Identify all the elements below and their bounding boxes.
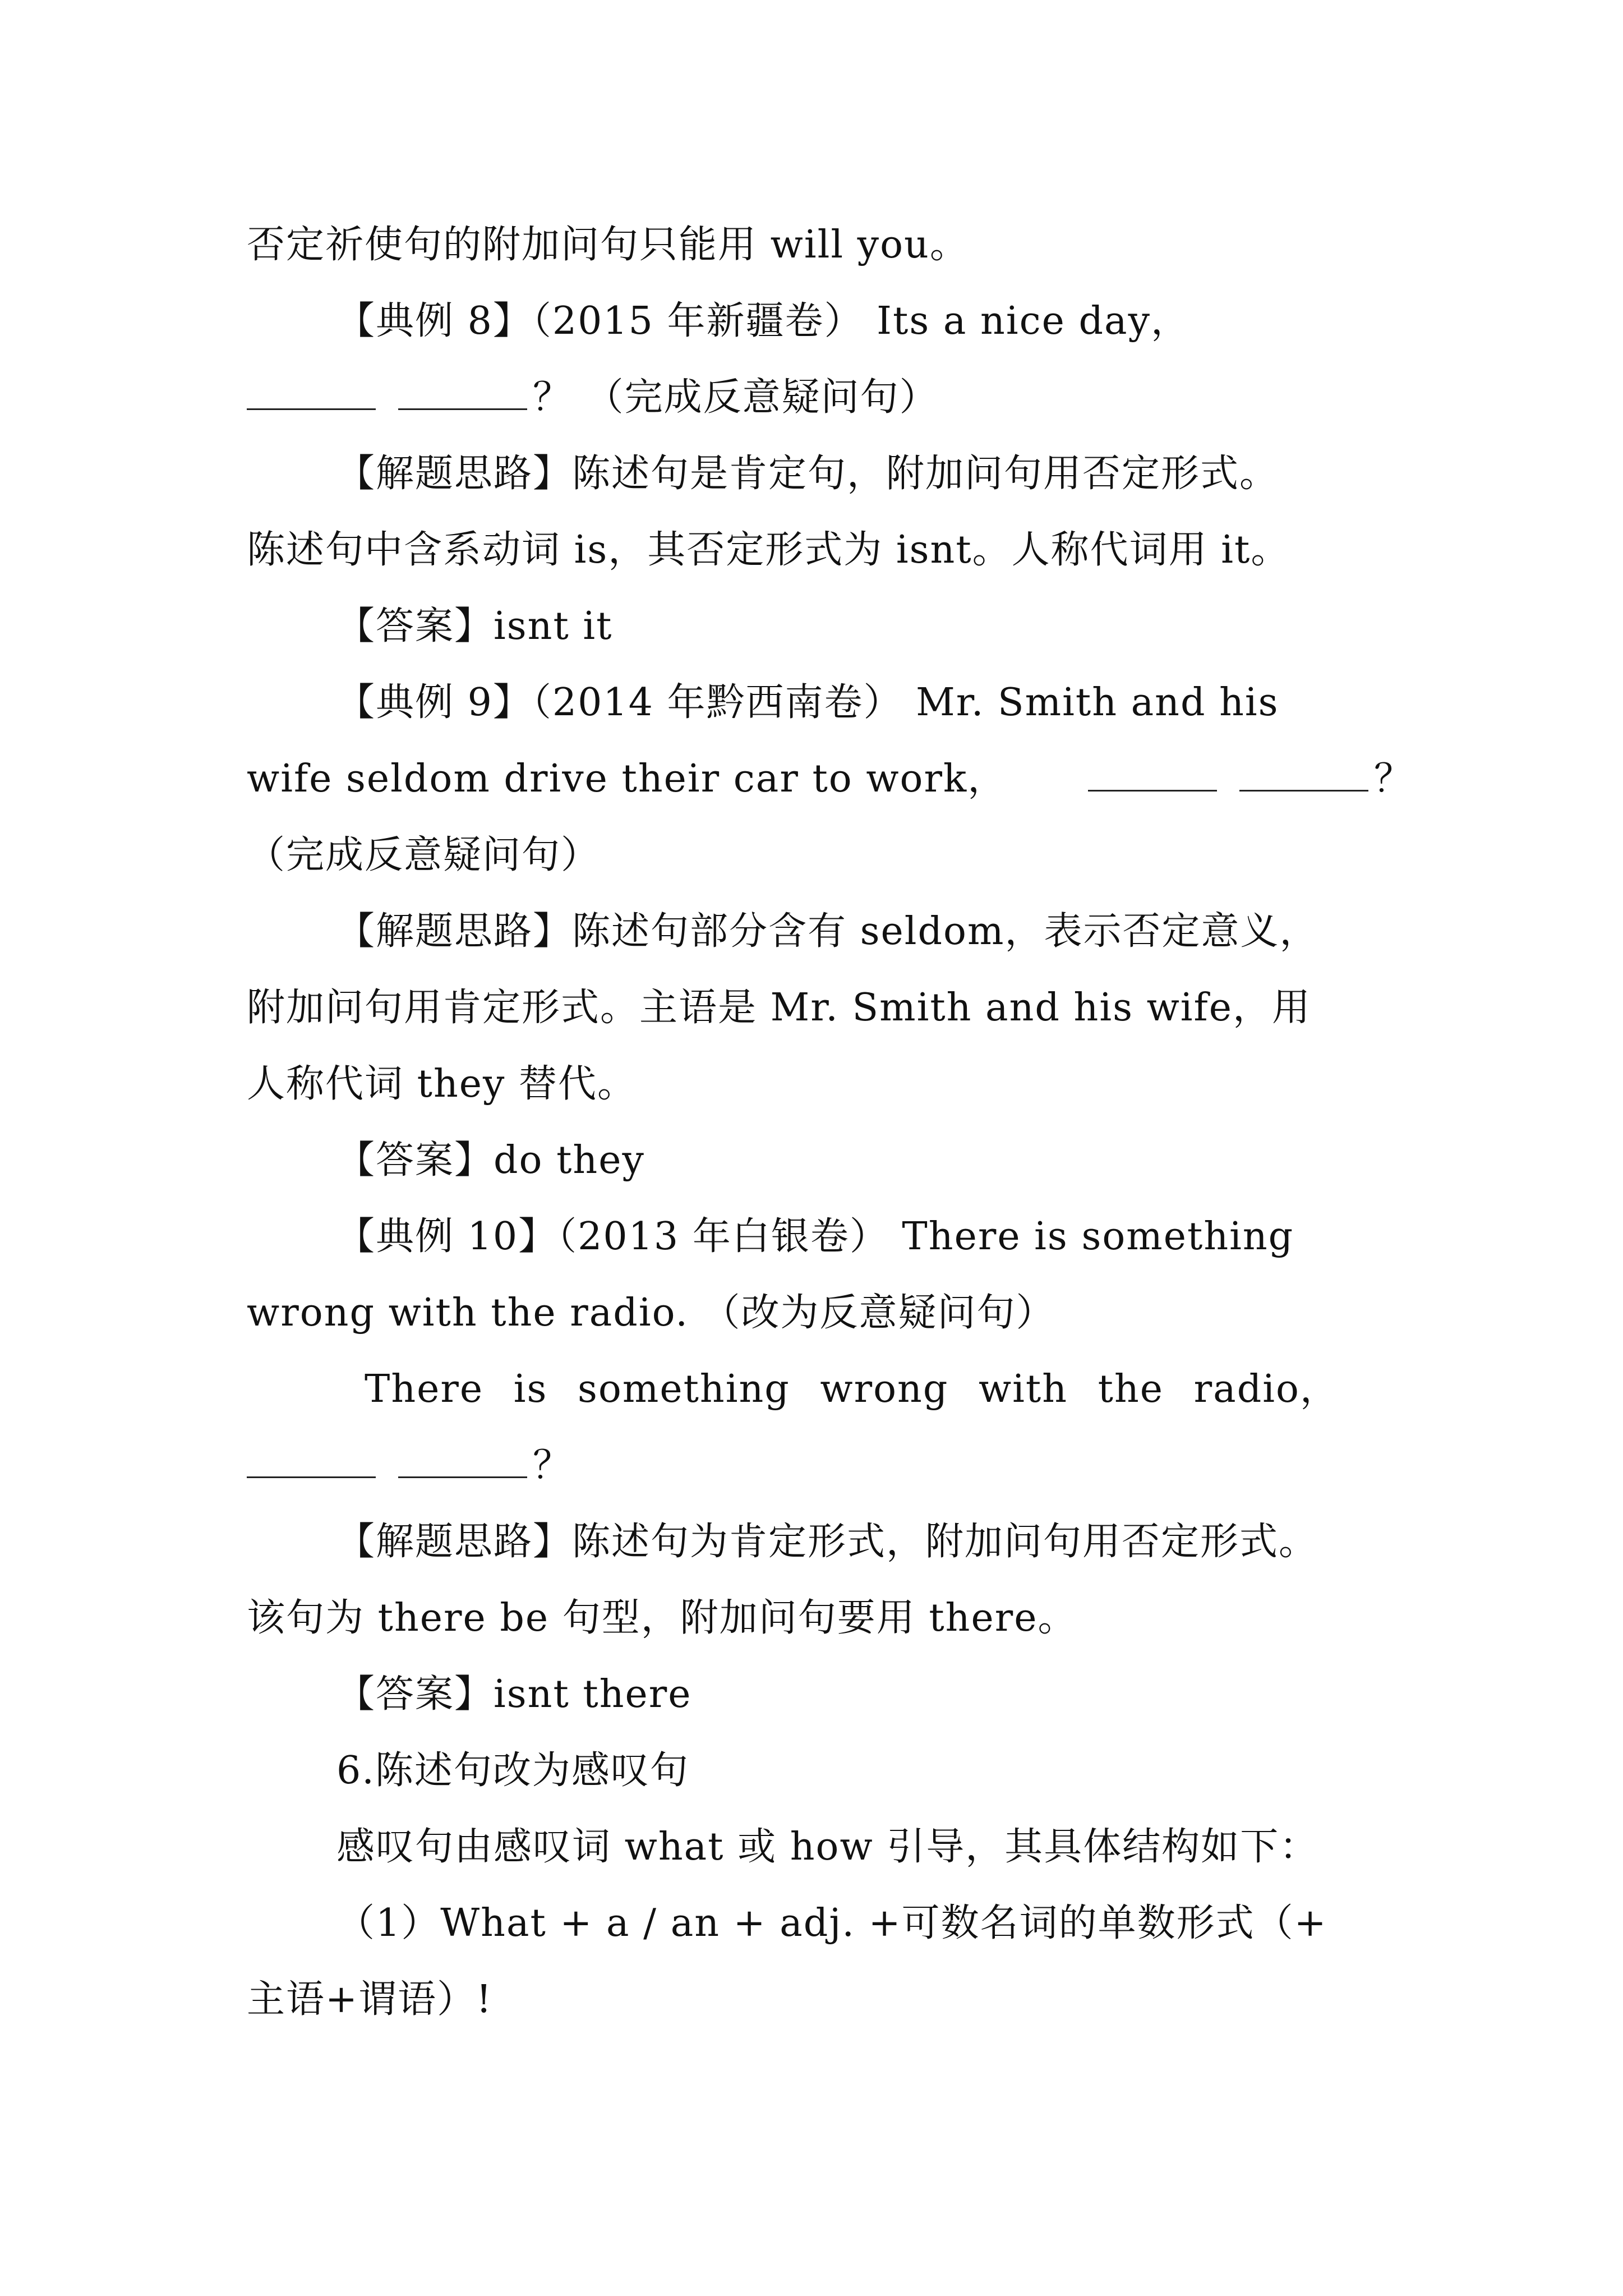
example-8-analysis: 【解题思路】陈述句是肯定句，附加问句用否定形式。 [336, 452, 1279, 496]
example-10-sentence: There is something wrong with the radio， [365, 1367, 1339, 1411]
example-8-analysis-cont: 陈述句中含系动词 is，其否定形式为 isnt。人称代词用 it。 [247, 528, 1290, 572]
answer-blank[interactable] [398, 1443, 527, 1478]
section-intro: 感叹句由感叹词 what 或 how 引导，其具体结构如下： [336, 1825, 1319, 1869]
example-9-question-line [247, 754, 1414, 804]
example-10-analysis-cont: 该句为 there be 句型，附加问句要用 there。 [247, 1596, 1077, 1640]
example-9-instruction: （完成反意疑问句） [247, 833, 601, 877]
example-8-blank-line [247, 372, 1391, 423]
answer-blank[interactable] [247, 1443, 376, 1478]
example-9-analysis-end: 人称代词 they 替代。 [247, 1062, 637, 1106]
question-mark: ？ [1374, 757, 1414, 801]
example-10-answer: 【答案】isnt there [336, 1672, 692, 1717]
answer-blank[interactable] [247, 375, 376, 410]
example-9-analysis-cont: 附加问句用肯定形式。主语是 Mr. Smith and his wife，用 [247, 986, 1311, 1030]
section-heading: 6.陈述句改为感叹句 [336, 1749, 689, 1793]
structure-item-1-cont: 主语+谓语）! [247, 1977, 493, 2022]
text-line-1: 否定祈使句的附加问句只能用 will you。 [247, 223, 969, 267]
example-10-blank-line [247, 1441, 1391, 1491]
example-10-heading: 【典例 10】（2013 年白银卷） There is something [336, 1214, 1294, 1259]
answer-blank[interactable] [398, 375, 527, 410]
example-8-heading: 【典例 8】（2015 年新疆卷） Its a nice day， [336, 299, 1190, 343]
example-9-analysis: 【解题思路】陈述句部分含有 seldom，表示否定意义， [336, 909, 1319, 954]
example-8-instruction: ？ （完成反意疑问句） [533, 375, 939, 420]
example-9-sentence: wife seldom drive their car to work， [247, 757, 1007, 801]
example-8-answer: 【答案】isnt it [336, 604, 613, 648]
example-9-heading: 【典例 9】（2014 年黔西南卷） Mr. Smith and his [336, 680, 1279, 725]
structure-item-1: （1）What + a / an + adj. +可数名词的单数形式（+ [336, 1901, 1327, 1945]
answer-blank[interactable] [1239, 756, 1368, 792]
question-mark: ？ [533, 1443, 573, 1488]
example-9-blanks [1088, 754, 1413, 804]
answer-blank[interactable] [1088, 756, 1217, 792]
example-10-instruction: wrong with the radio. （改为反意疑问句） [247, 1291, 1055, 1335]
example-10-analysis: 【解题思路】陈述句为肯定形式，附加问句用否定形式。 [336, 1520, 1318, 1564]
example-9-answer: 【答案】do they [336, 1138, 645, 1182]
